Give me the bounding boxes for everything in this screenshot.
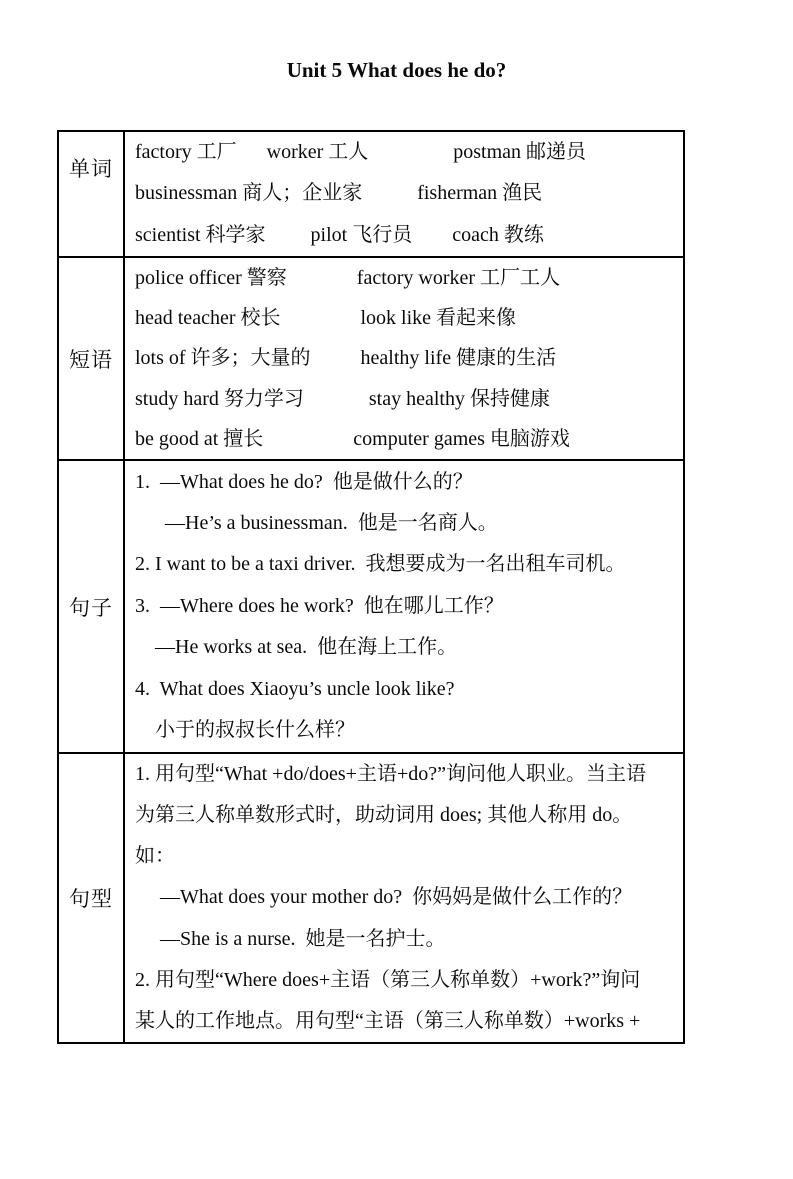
row-label-words	[59, 132, 125, 258]
phrases-line: be good at 擅长 computer games 电脑游戏	[135, 427, 570, 450]
words-line: factory 工厂 worker 工人 postman 邮递员	[135, 141, 587, 163]
pattern-line: —She is a nurse. 她是一名护士。	[135, 927, 446, 950]
row-label-sentences-text: 句子	[69, 595, 113, 620]
patterns-cell	[125, 754, 683, 1042]
pattern-line: 如：	[135, 845, 175, 868]
row-label-phrases	[59, 258, 125, 461]
unit-summary-table	[57, 130, 685, 1044]
pattern-line: —What does your mother do? 你妈妈是做什么工作的？	[135, 886, 633, 909]
words-cell	[125, 132, 683, 258]
words-line: businessman 商人；企业家 fisherman 渔民	[135, 182, 543, 205]
page-title: Unit 5 What does he do?	[286, 58, 507, 82]
row-label-patterns-text: 句型	[69, 887, 113, 911]
document-page	[0, 57, 793, 1044]
pattern-line: 1. 用句型“What +do/does+主语+do?”询问他人职业。当主语	[135, 763, 646, 785]
sentence-line: 1. —What does he do? 他是做什么的？	[135, 470, 473, 493]
sentence-line: 2. I want to be a taxi driver. 我想要成为一名出租车司机。	[135, 553, 626, 576]
row-label-patterns	[59, 754, 125, 1042]
sentence-line: 3. —Where does he work? 他在哪儿工作？	[135, 594, 504, 617]
phrases-line: head teacher 校长 look like 看起来像	[135, 307, 517, 330]
phrases-line: police officer 警察 factory worker 工厂工人	[135, 267, 561, 289]
pattern-line: 某人的工作地点。用句型“主语（第三人称单数）+works +	[135, 1009, 641, 1032]
phrases-line: lots of 许多；大量的 healthy life 健康的生活	[135, 347, 557, 370]
pattern-line: 2. 用句型“Where does+主语（第三人称单数）+work?”询问	[135, 968, 641, 991]
sentence-line: —He’s a businessman. 他是一名商人。	[135, 512, 498, 535]
row-label-phrases-text: 短语	[69, 347, 113, 372]
sentence-line: 4. What does Xiaoyu’s uncle look like?	[135, 677, 455, 700]
phrases-line: study hard 努力学习 stay healthy 保持健康	[135, 387, 550, 410]
pattern-line: 为第三人称单数形式时，助动词用 does; 其他人称用 do。	[135, 804, 633, 827]
sentences-cell	[125, 461, 683, 754]
sentence-line: 小于的叔叔长什么样？	[135, 718, 355, 741]
phrases-cell	[125, 258, 683, 461]
sentence-line: —He works at sea. 他在海上工作。	[135, 636, 458, 659]
words-line: scientist 科学家 pilot 飞行员 coach 教练	[135, 223, 544, 246]
row-label-words-text: 单词	[69, 157, 113, 181]
row-label-sentences	[59, 461, 125, 754]
